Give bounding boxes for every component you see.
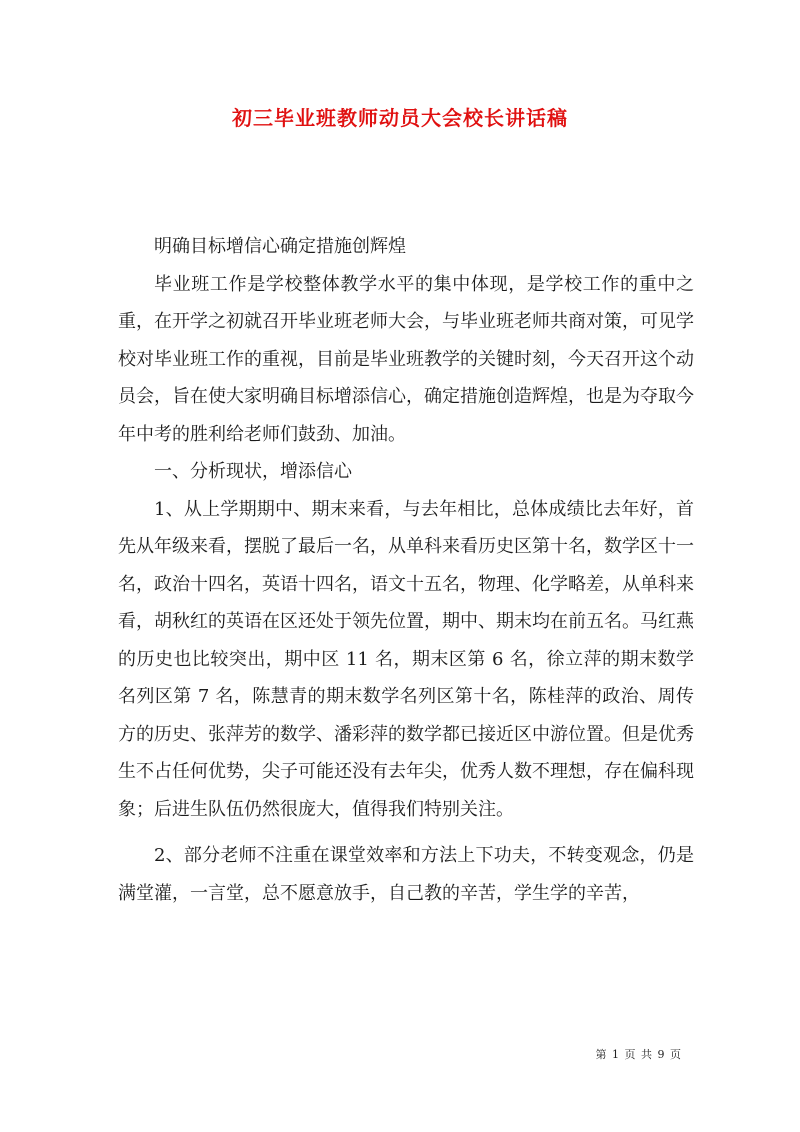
point-1-paragraph: 1、从上学期期中、期末来看，与去年相比，总体成绩比去年好，首先从年级来看，摆脱了最后一名，从单科来看历史区第十名，数学区十一名，政治十四名，英语十四名，语文十五名，物理、化学略差，从单科来看，胡秋红的英语在区还处于领先位置，期中、期末均在前五名。马红燕的历史也比较突出，期中区 11 名，期末区第 6 名，徐立萍的期末数学名列区第 7 名，陈慧青的期末数学名列区第十名，陈桂萍的政治、周传方的历史、张萍芳的数学、潘彩萍的数学都已接近区中游位置。但是优秀生不占任何优势，尖子可能还没有去年尖，优秀人数不理想，存在偏科现象；后进生队伍仍然很庞大，值得我们特别关注。 (118, 498, 694, 820)
section-heading: 一、分析现状，增添信心 (154, 461, 352, 482)
point-2-paragraph: 2、部分老师不注重在课堂效率和方法上下功夫，不转变观念，仍是满堂灌，一言堂，总不愿意放手，自己教的辛苦，学生学的辛苦， (118, 845, 694, 904)
document-title: 初三毕业班教师动员大会校长讲话稿 (232, 106, 568, 130)
page-number-footer: 第 1 页 共 9 页 (595, 1048, 682, 1061)
subtitle-paragraph: 明确目标增信心确定措施创辉煌 (154, 236, 406, 257)
intro-paragraph: 毕业班工作是学校整体教学水平的集中体现，是学校工作的重中之重，在开学之初就召开毕业班老师大会，与毕业班老师共商对策，可见学校对毕业班工作的重视，目前是毕业班教学的关键时刻，今天召开这个动员会，旨在使大家明确目标增添信心，确定措施创造辉煌，也是为夺取今年中考的胜利给老师们鼓劲、加油。 (118, 273, 694, 445)
document-body (118, 228, 694, 912)
